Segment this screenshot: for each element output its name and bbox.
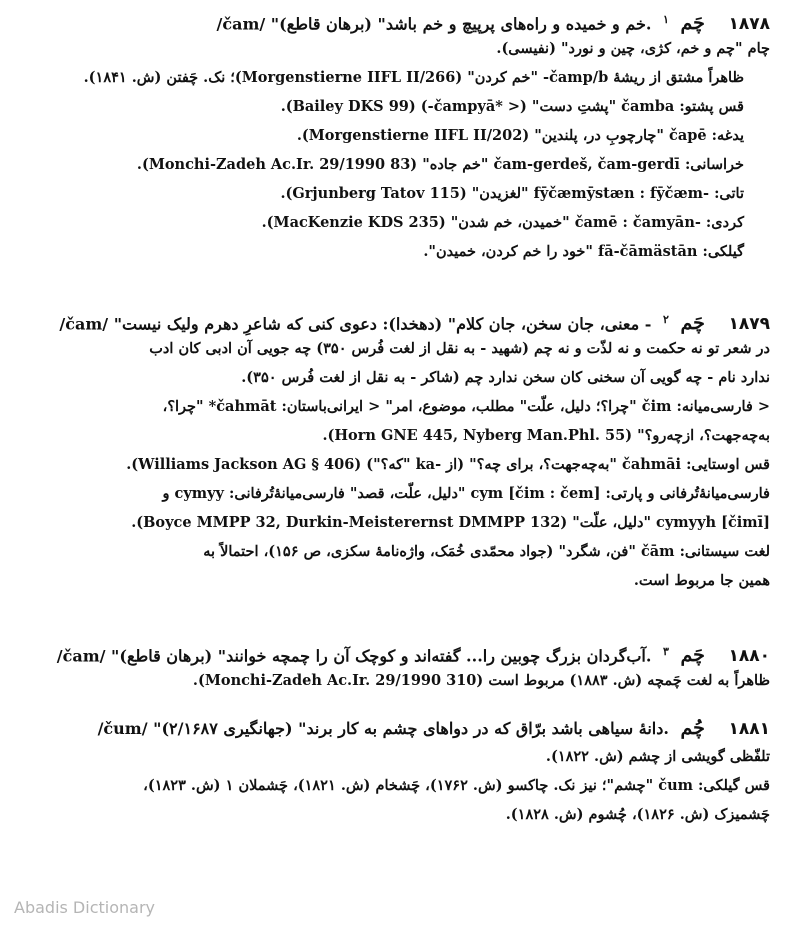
- homograph-index: ۳: [663, 645, 669, 658]
- text-line: در شعر تو نه حکمت و نه لذّت و نه چم (شهید - به نقل از لغت فُرس ۳۵۰) چه جویی آن ادبی کان ادب: [149, 340, 770, 357]
- headword: چَم: [680, 312, 705, 335]
- entry-number: ۱۸۷۸: [728, 14, 770, 35]
- headword: چَم: [680, 12, 705, 35]
- text-line: < فارسی‌میانه: čim "چرا؟؛ دلیل، علّت" مطلب، موضوع، امر" < ایرانی‌باستان: čahmāt* "چرا؟،: [162, 398, 770, 415]
- text-line: گیلکی: fā-čāmästān "خود را خم کردن، خمیدن".: [423, 243, 744, 260]
- entry-1878: [70, 8, 770, 269]
- definition: /čam/ "آب‌گردان بزرگ چوبین را... گفته‌اند و کوچک آن را چمچه خوانند" (برهان قاطع).: [56, 646, 652, 666]
- homograph-index: ۱: [663, 13, 669, 26]
- entry-header: [70, 716, 770, 745]
- entry-1881: [70, 716, 770, 832]
- text-line: یدغه: čapē "چارچوبِ در، پلندین" (Morgenstierne IIFL II/202).: [296, 127, 744, 144]
- headword: چُم: [680, 717, 705, 739]
- text-line: ظاهراً مشتق از ریشهٔ čamp/b- "خم کردن" (Morgenstierne IIFL II/266)؛ نک. چَفتن (ش. ۱۸۴۱).: [83, 69, 744, 86]
- text-line: قس گیلکی: čum "چشم"؛ نیز نک. چاکسو (ش. ۱۷۶۲)، چَشخام (ش. ۱۸۲۱)، چَشملان ۱ (ش. ۱۸۲۳)،: [143, 777, 770, 794]
- text-line: تلفّظی گویشی از چشم (ش. ۱۸۲۲).: [545, 748, 770, 765]
- text-line: لغت سیستانی: čām "فن، شگرد" (جواد محمّدی خُمَک، واژه‌نامهٔ سکزی، ص ۱۵۶)، احتمالاً به: [203, 543, 770, 560]
- text-line: قس اوستایی: čahmāi "به‌چه‌جهت؟، برای چه؟" (از -ka "که؟") (Williams Jackson AG § 406).: [126, 456, 770, 473]
- text-line: همین جا مربوط است.: [633, 572, 770, 589]
- text-line: ظاهراً به لغت چَمچه (ش. ۱۸۸۳) مربوط است (Monchi-Zadeh Ac.Ir. 29/1990 310).: [192, 672, 770, 689]
- entry-number: ۱۸۸۱: [728, 719, 770, 739]
- watermark: Abadis Dictionary: [14, 898, 155, 917]
- definition: /čam/ "معنی، جان سخن، جان کلام" (دهخدا): دعوی کنی که شاعرِ دهرم ولیک نیست -: [59, 314, 652, 334]
- entry-header: [59, 308, 770, 337]
- entry-1880: [56, 640, 770, 698]
- text-line: چَشمیزک (ش. ۱۸۲۶)، چُشوم (ش. ۱۸۲۸).: [505, 806, 770, 823]
- definition: /čum/ "دانهٔ سیاهی باشد برّاق که در دواهای چشم به کار برند" (جهانگیری ۲/۱۶۸۷).: [97, 719, 669, 738]
- text-line: فارسی‌میانهٔ‌تُرفانی و پارتی: cym [čim : čem] "دلیل، علّت، قصد" فارسی‌میانهٔ‌تُرفانی: cymyy و: [162, 485, 770, 502]
- text-line: ندارد نام - چه گویی آن سخنی کان سخن ندارد چم (شاکر - به نقل از لغت فُرس ۳۵۰).: [241, 369, 770, 386]
- entry-number: ۱۸۷۹: [728, 314, 770, 335]
- text-line: قس پشتو: čamba "پشتِ دست" (< *čampyā-) (Bailey DKS 99).: [280, 98, 744, 115]
- text-line: تاتی: -fȳčæmȳstæn : fȳčæm "لغزیدن" (Grjunberg Tatov 115).: [280, 185, 744, 202]
- text-line: به‌چه‌جهت؟، ازچه‌رو؟" (Horn GNE 445, Nyberg Man.Phl. 55).: [322, 427, 770, 444]
- definition: /čam/ "خم و خمیده و راه‌های پرپیچ و خم باشد" (برهان قاطع).: [216, 14, 652, 34]
- homograph-index: ۲: [663, 313, 669, 326]
- text-line: چام "چم و خم، کژی، چین و نورد" (نفیسی).: [496, 40, 770, 57]
- headword: چَم: [680, 644, 705, 667]
- entry-1879: [59, 308, 770, 598]
- text-line: cymyyh [čimī] "دلیل، علّت" (Boyce MMPP 32, Durkin-Meisterernst DMMPP 132).: [131, 514, 770, 531]
- entry-header: [56, 640, 770, 669]
- text-line: کردی: -čamē : čamyān "خمیدن، خم شدن" (MacKenzie KDS 235).: [261, 214, 744, 231]
- entry-number: ۱۸۸۰: [728, 646, 770, 667]
- text-line: خراسانی: čam-gerdeš, čam-gerdī "خم جاده" (Monchi-Zadeh Ac.Ir. 29/1990 83).: [136, 156, 744, 173]
- entry-header: [70, 8, 770, 37]
